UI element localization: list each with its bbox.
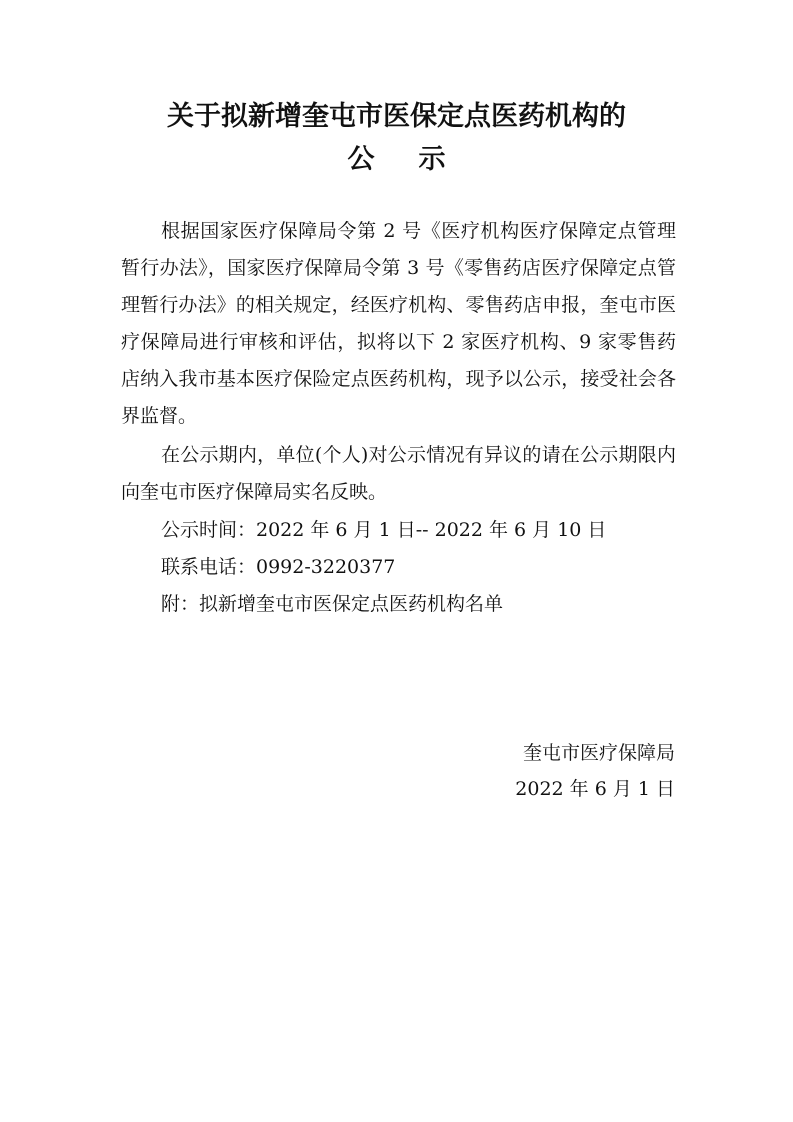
publicity-time: 公示时间：2022 年 6 月 1 日-- 2022 年 6 月 10 日 — [161, 519, 607, 541]
body-paragraph-1: 根据国家医疗保障局令第 2 号《医疗机构医疗保障定点管理暂行办法》，国家医疗保障局令第 3 号《零售药店医疗保障定点管理暂行办法》的相关规定，经医疗机构、零售药店申报，奎屯市医疗保障局进行审核和评估，拟将以下 2 家医疗机构、9 家零售药店纳入我市基本医疗保险定点医药机构，现予以公示，接受社会各界监督。 — [121, 220, 676, 427]
body-paragraph-2: 在公示期内，单位(个人)对公示情况有异议的请在公示期限内向奎屯市医疗保障局实名反映。 — [121, 444, 676, 503]
signature-organization: 奎屯市医疗保障局 — [522, 742, 675, 764]
document-title-subline: 公示 — [347, 144, 490, 175]
attachment-note: 附：拟新增奎屯市医保定点医药机构名单 — [161, 593, 504, 615]
document-title: 关于拟新增奎屯市医保定点医药机构的 — [167, 101, 626, 132]
contact-phone: 联系电话：0992-3220377 — [161, 556, 396, 578]
signature-date: 2022 年 6 月 1 日 — [515, 778, 675, 800]
